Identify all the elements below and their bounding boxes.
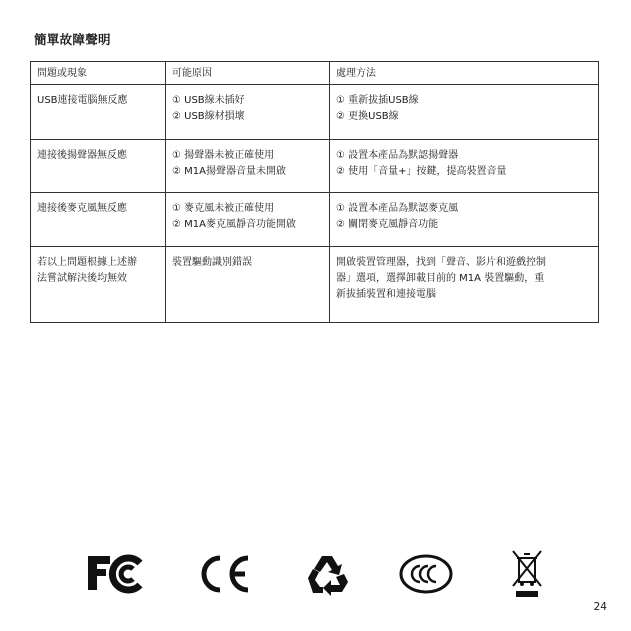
- solution-text: 器」選項，選擇卸載目前的 M1A 裝置驅動，重: [336, 273, 545, 284]
- solution-text: ② 更換USB線: [336, 111, 399, 122]
- solution-cell: [330, 247, 599, 323]
- cause-text: ① 麥克風未被正確使用: [172, 203, 275, 214]
- table-header-row: [31, 62, 599, 85]
- solution-text: 新拔插裝置和連接電腦: [336, 289, 436, 300]
- ce-mark-icon: [198, 554, 252, 594]
- problem-text: 法嘗試解決後均無效: [37, 273, 127, 284]
- solution-text: ① 設置本產品為默認麥克風: [336, 203, 459, 214]
- problem-cell: [31, 85, 166, 140]
- cause-cell: [166, 193, 330, 247]
- solution-text: ② 使用「音量+」按鍵，提高裝置音量: [336, 166, 507, 177]
- weee-bin-icon: [510, 548, 544, 600]
- ccc-mark-icon: [398, 553, 454, 595]
- problem-cell: [31, 140, 166, 193]
- table-row: [31, 85, 599, 140]
- table-row: [31, 193, 599, 247]
- cause-text: 裝置驅動識別錯誤: [172, 257, 252, 268]
- cause-text: ② USB線材損壞: [172, 111, 245, 122]
- cause-text: ② M1A麥克風靜音功能開啟: [172, 219, 296, 230]
- recycle-icon: [304, 552, 350, 596]
- troubleshooting-table: [30, 61, 599, 323]
- header-solution: 處理方法: [330, 62, 599, 85]
- problem-text: 若以上問題根據上述辦: [37, 257, 137, 268]
- solution-cell: [330, 140, 599, 193]
- solution-cell: [330, 193, 599, 247]
- problem-text: 連接後揚聲器無反應: [37, 150, 127, 161]
- page-title: 簡單故障聲明: [34, 32, 111, 47]
- fcc-logo-icon: [86, 554, 144, 594]
- certification-marks: [0, 548, 631, 600]
- solution-text: ① 重新拔插USB線: [336, 95, 419, 106]
- cause-text: ① 揚聲器未被正確使用: [172, 150, 275, 161]
- solution-text: ② 關閉麥克風靜音功能: [336, 219, 439, 230]
- cause-cell: [166, 140, 330, 193]
- cause-cell: [166, 85, 330, 140]
- cause-text: ① USB線未插好: [172, 95, 245, 106]
- table-row: [31, 140, 599, 193]
- solution-text: 開啟裝置管理器，找到「聲音、影片和遊戲控制: [336, 257, 546, 268]
- solution-cell: [330, 85, 599, 140]
- page-number: 24: [593, 601, 607, 613]
- header-cause: 可能原因: [166, 62, 330, 85]
- cause-text: ② M1A揚聲器音量未開啟: [172, 166, 286, 177]
- problem-text: USB連接電腦無反應: [37, 95, 128, 106]
- solution-text: ① 設置本產品為默認揚聲器: [336, 150, 459, 161]
- problem-text: 連接後麥克風無反應: [37, 203, 127, 214]
- table-row: [31, 247, 599, 323]
- problem-cell: [31, 193, 166, 247]
- header-problem: 問題或現象: [31, 62, 166, 85]
- problem-cell: [31, 247, 166, 323]
- cause-cell: [166, 247, 330, 323]
